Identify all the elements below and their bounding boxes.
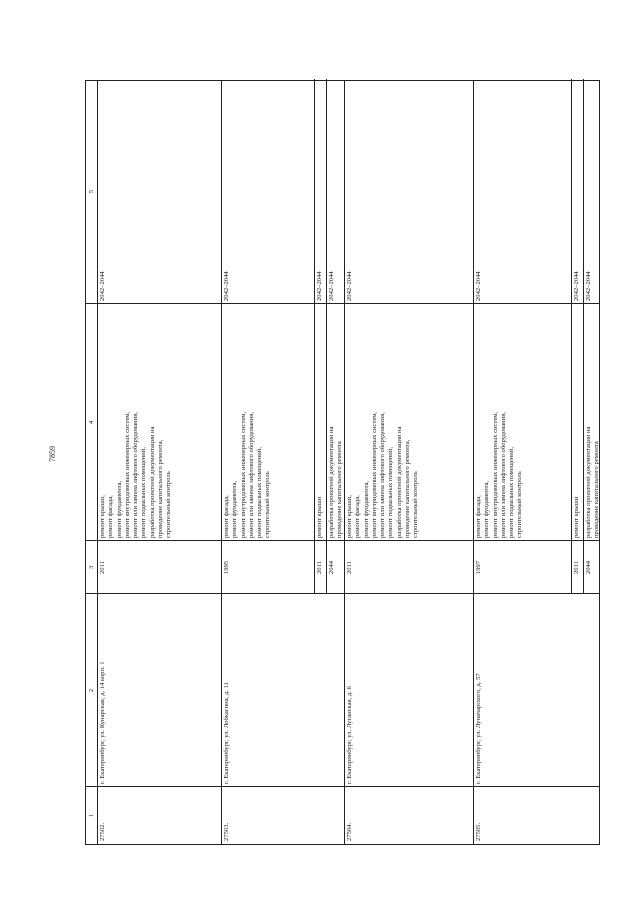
entry-year: 2011 bbox=[316, 561, 323, 574]
row-number: 27504. bbox=[346, 822, 353, 841]
entry-period: 2042–2044 bbox=[475, 271, 482, 301]
entry-period: 2042–2044 bbox=[328, 271, 335, 301]
entry-period: 2042–2044 bbox=[585, 271, 592, 301]
works-table bbox=[85, 80, 600, 845]
header-cell: 4 bbox=[88, 420, 95, 425]
row-number: 27505. bbox=[475, 822, 482, 841]
entry-works: ремонт крыши, ремонт фасада, ремонт фундамента, ремонт внутридомовых инженерных систем, ремонт или замена лифтового оборудования, ремонт подвальных помещений, разработка проектной документации на проведение капитального ремонта, строительный контроль bbox=[99, 411, 173, 538]
header-cell: 3 bbox=[88, 565, 95, 570]
entry-period: 2042–2044 bbox=[99, 271, 106, 301]
row-address: г. Екатеринбург, ул. Луначарского, д. 57 bbox=[475, 673, 482, 784]
entry-works: разработка проектной документации на проведение капитального ремонта bbox=[328, 426, 344, 538]
header-cell: 5 bbox=[88, 189, 95, 194]
entry-year: 1997 bbox=[475, 560, 482, 575]
row-address: г. Екатеринбург, ул. Лобкагина, д. 11 bbox=[223, 682, 230, 784]
entry-year: 2011 bbox=[99, 561, 106, 574]
entry-year: 2011 bbox=[573, 561, 580, 574]
row-number: 27503. bbox=[223, 822, 230, 841]
entry-works: ремонт фасада, ремонт фундамента, ремонт внутридомовых инженерных систем, ремонт или замена лифтового оборудования, ремонт подвальных помещений, строительный контроль bbox=[223, 411, 272, 538]
entry-works: ремонт крыши bbox=[573, 496, 580, 538]
entry-year: 2044 bbox=[585, 560, 592, 575]
entry-works: ремонт крыши bbox=[316, 496, 323, 538]
entry-year: 1995 bbox=[223, 560, 230, 575]
row-address: г. Екатеринбург, ул. Луганская, д. 6 bbox=[346, 686, 353, 784]
entry-works: ремонт фасада, ремонт фундамента, ремонт внутридомовых инженерных систем, ремонт или замена лифтового оборудования, ремонт подвальных помещений, строительный контроль bbox=[475, 411, 524, 538]
entry-period: 2042–2044 bbox=[346, 271, 353, 301]
row-address: г. Екатеринбург, ул. Кунарская, д. 14 корп. 1 bbox=[99, 661, 106, 784]
entry-period: 2042–2044 bbox=[223, 271, 230, 301]
entry-period: 2042–2044 bbox=[316, 271, 323, 301]
header-cell: 1 bbox=[88, 813, 95, 818]
header-cell: 2 bbox=[88, 688, 95, 693]
page-number: 7859 bbox=[48, 446, 57, 462]
row-number: 27502. bbox=[99, 822, 106, 841]
entry-works: ремонт крыши, ремонт фасада, ремонт фундамента, ремонт внутридомовых инженерных систем, ремонт или замена лифтового оборудования, ремонт подвальных помещений, разработка проектной документации на проведение капитального ремонта, строительный контроль bbox=[346, 411, 420, 538]
entry-year: 2044 bbox=[328, 560, 335, 575]
entry-period: 2042–2044 bbox=[573, 271, 580, 301]
works-table-wrapper bbox=[85, 80, 600, 845]
entry-year: 2011 bbox=[346, 561, 353, 574]
entry-works: разработка проектной документации на проведение капитального ремонта bbox=[585, 426, 601, 538]
